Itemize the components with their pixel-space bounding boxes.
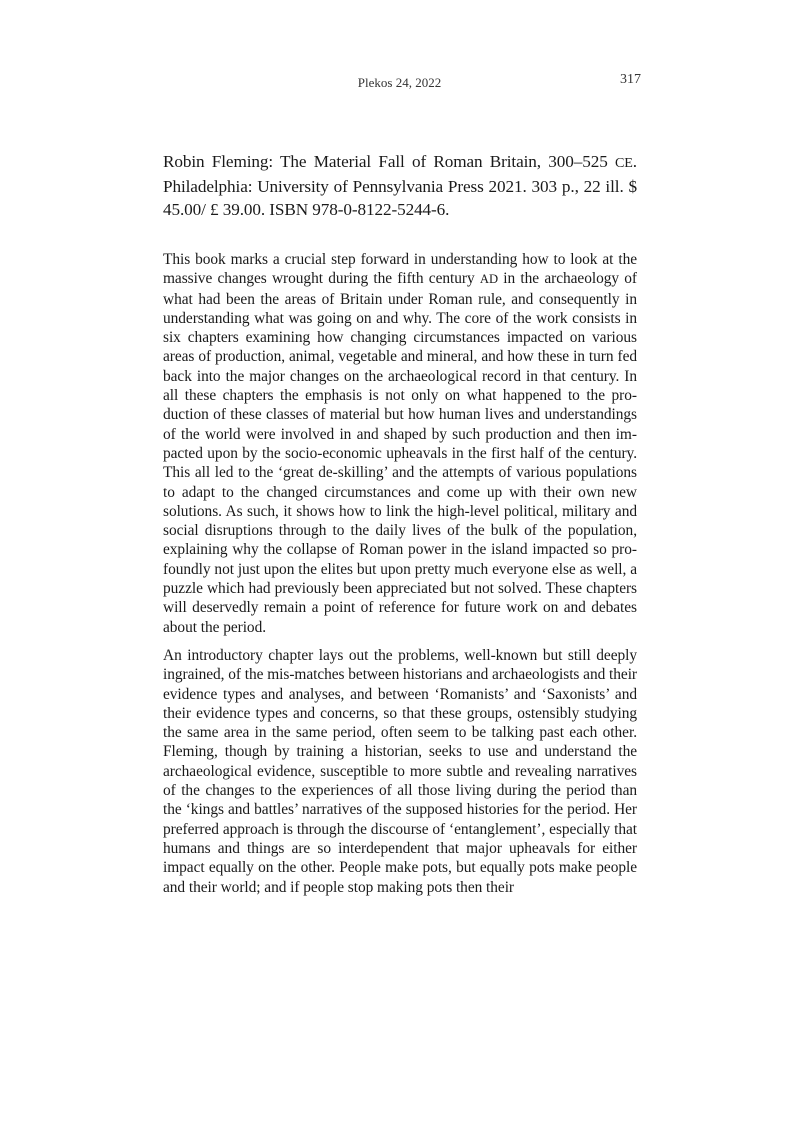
citation-text-2: . Philadelphia: University of Pennsylvania Press 2021. 303 p., 22 ill. $ 45.00/ £ 39.00. ISBN 978-0-8122-5244-6. [163, 152, 637, 219]
review-paragraph-1 [163, 250, 637, 637]
page-number: 317 [620, 72, 641, 87]
running-head [0, 72, 799, 92]
paragraph-1-era: AD [479, 272, 499, 287]
journal-title: Plekos 24, 2022 [357, 75, 442, 90]
page-content [163, 150, 637, 906]
citation-text-1: Robin Fleming: The Material Fall of Roman Britain, 300–525 [163, 152, 615, 171]
citation-era: CE [614, 155, 633, 171]
review-paragraph-2: An introductory chapter lays out the problems, well-known but still deeply ingrained, of the mis-matches between historians and archaeologists and their evidence types and analyses, and between ‘Romanists’ and ‘Saxonists’ and their evidence types and concerns, so that these groups, ostensibly studying the same area in the same period, often seem to be talking past each other. Fleming, though by training a historian, seeks to use and understand the archaeological evidence, susceptible to more subtle and revealing narratives of the changes to the experiences of all those living during the period than the ‘kings and battles’ narratives of the supposed histories for the period. Her preferred approach is through the discourse of ‘entanglement’, especially that humans and things are so interdependent that major upheavals for either impact equally on the other. People make pots, but equally pots make people and their world; and if people stop making pots then their [163, 646, 637, 896]
book-citation [163, 150, 637, 221]
paragraph-1-text-b: in the archaeology of what had been the areas of Britain under Roman rule, and consequently in understanding what was going on and why. The core of the work consists in six chapters examining how changing circumstances impacted on various areas of production, animal, vegetable and mineral, and how these in turn fed back into the major changes on the archaeological record in that century. In all these chapters the emphasis is not only on what happened to the production of these classes of material but how human lives and understandings of the world were involved in and shaped by such production and then impacted upon by the socio-economic upheavals in the first half of the century. This all led to the ‘great de-skilling’ and the attempts of various populations to adapt to the changed circumstances and come up with their own new solutions. As such, it shows how to link the high-level political, military and social disruptions through to the daily lives of the bulk of the population, explaining why the collapse of Roman power in the island impacted so profoundly not just upon the elites but upon pretty much everyone else as well, a puzzle which had previously been appreciated but not solved. These chapters will deservedly remain a point of reference for future work on and debates about the period. [163, 270, 637, 636]
paragraph-1-text-a: This book marks a crucial step forward in understanding how to look at the massive changes wrought during the fifth century [163, 251, 637, 288]
